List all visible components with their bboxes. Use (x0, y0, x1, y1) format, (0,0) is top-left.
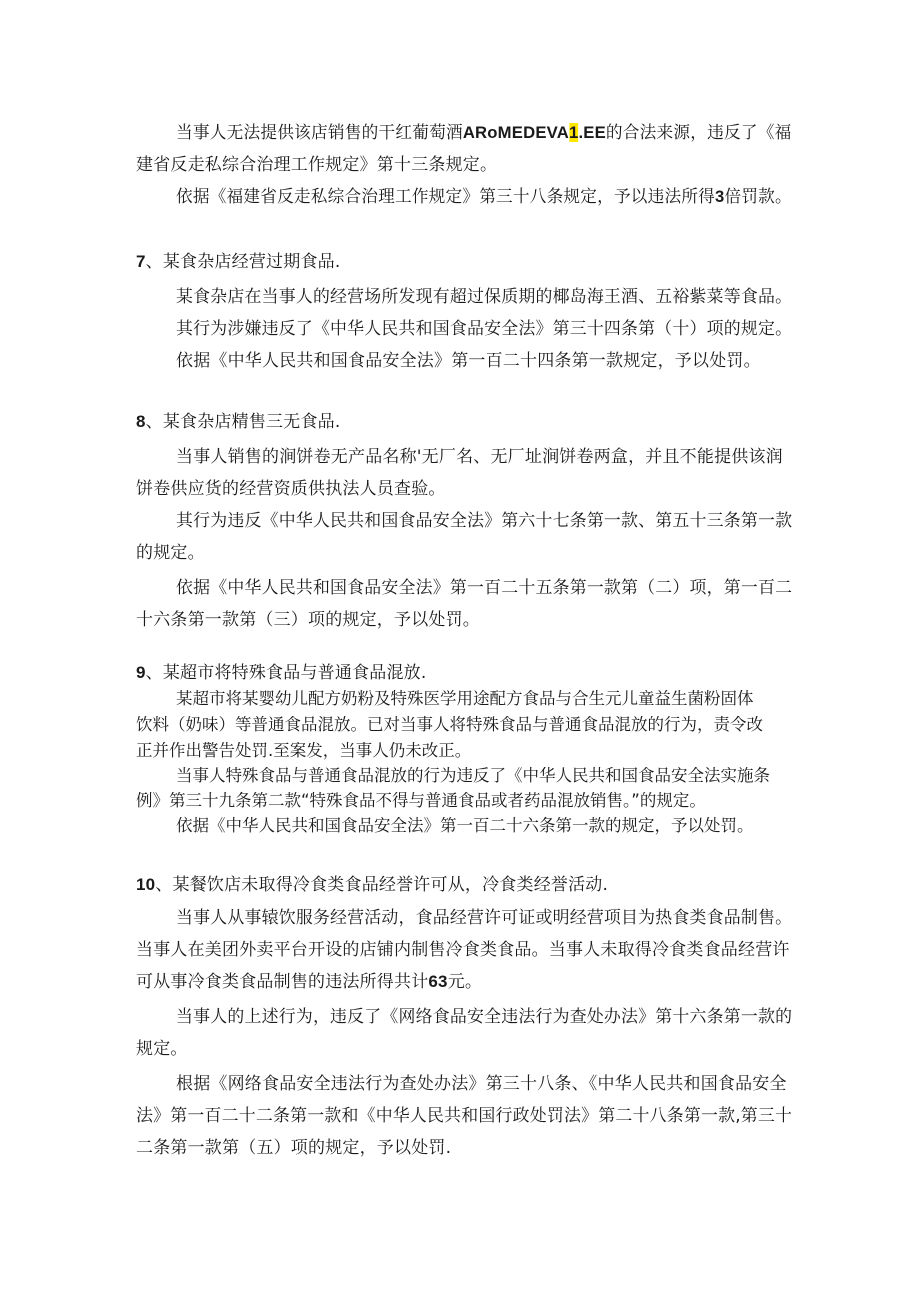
case10-line-6: 根据《网络食品安全违法行为查处办法》第三十八条、《中华人民共和国食品安全 (176, 1074, 787, 1094)
case6-text-a: 当事人无法提供该店销售的干红葡萄酒 (176, 123, 463, 143)
case6-line-1 (176, 122, 792, 144)
case10-line-7: 法》第一百二十二条第一款和《中华人民共和国行政处罚法》第二十八条第一款,第三十 (136, 1106, 793, 1126)
case10-line-5: 规定。 (136, 1039, 188, 1059)
case9-line-6: 依据《中华人民共和国食品安全法》第一百二十六条第一款的规定，予以处罚。 (176, 816, 754, 835)
case9-line-4: 当事人特殊食品与普通食品混放的行为违反了《中华人民共和国食品安全法实施条 (176, 766, 770, 785)
case10-line-4: 当事人的上述行为，违反了《网络食品安全违法行为查处办法》第十六条第一款的 (176, 1007, 793, 1027)
case9-line-3: 正并作出警告处罚.至案发，当事人仍未改正。 (136, 741, 472, 760)
case8-line-2: 饼卷供应货的经营资质供执法人员查验。 (136, 479, 446, 499)
case6-product-code: ARoMEDEVA (462, 123, 569, 142)
case9-heading: 9、某超市将特殊食品与普通食品混放. (136, 663, 427, 683)
case9-line-2: 饮料（奶味）等普通食品混放。已对当事人将特殊食品与普通食品混放的行为，责令改 (136, 715, 763, 734)
case9-line-5: 例》第三十九条第二款“特殊食品不得与普通食品或者药品混放销售。”的规定。 (136, 791, 706, 810)
case6-line-3: 依据《福建省反走私综合治理工作规定》第三十八条规定，予以违法所得3倍罚款。 (176, 187, 792, 207)
case10-heading: 10、某餐饮店未取得冷食类食品经誉许可从，冷食类经誉活动. (136, 875, 609, 895)
case8-line-4: 的规定。 (136, 543, 205, 563)
case6-product-code-suffix: .EE (578, 123, 606, 142)
case8-heading: 8、某食杂店精售三无食品. (136, 412, 341, 432)
case8-line-5: 依据《中华人民共和国食品安全法》第一百二十五条第一款第（二）项，第一百二 (176, 578, 793, 598)
case8-line-6: 十六条第一款第（三）项的规定，予以处罚。 (136, 610, 480, 630)
case7-line-3: 依据《中华人民共和国食品安全法》第一百二十四条第一款规定，予以处罚。 (176, 351, 761, 371)
case10-line-2: 当事人在美团外卖平台开设的店铺内制售冷食类食品。当事人未取得冷食类食品经营许 (136, 940, 790, 960)
case10-line-3: 可从事冷食类食品制售的违法所得共计63元。 (136, 972, 483, 992)
case7-line-1: 某食杂店在当事人的经营场所发现有超过保质期的椰岛海王酒、五裕紫菜等食品。 (176, 287, 793, 307)
case10-line-1: 当事人从事辕饮服务经营活动，食品经营许可证或明经营项目为热食类食品制售。 (176, 908, 793, 928)
case8-line-1: 当事人销售的涧饼卷无产品名称'无厂名、无厂址涧饼卷两盒，并且不能提供该润 (176, 447, 783, 467)
case9-line-1: 某超市将某婴幼儿配方奶粉及特殊医学用途配方食品与合生元儿童益生菌粉固体 (176, 689, 754, 708)
case6-line-2: 建省反走私综合治理工作规定》第十三条规定。 (136, 155, 498, 175)
case10-line-8: 二条第一款第（五）项的规定，予以处罚. (136, 1138, 452, 1158)
case7-line-2: 其行为涉嫌违反了《中华人民共和国食品安全法》第三十四条第（十）项的规定。 (176, 319, 793, 339)
case6-text-b: 的合法来源，违反了《福 (605, 123, 792, 143)
case8-line-3: 其行为违反《中华人民共和国食品安全法》第六十七条第一款、第五十三条第一款 (176, 511, 793, 531)
case7-heading: 7、某食杂店经营过期食品. (136, 252, 341, 272)
highlighted-text: 1 (568, 123, 579, 142)
